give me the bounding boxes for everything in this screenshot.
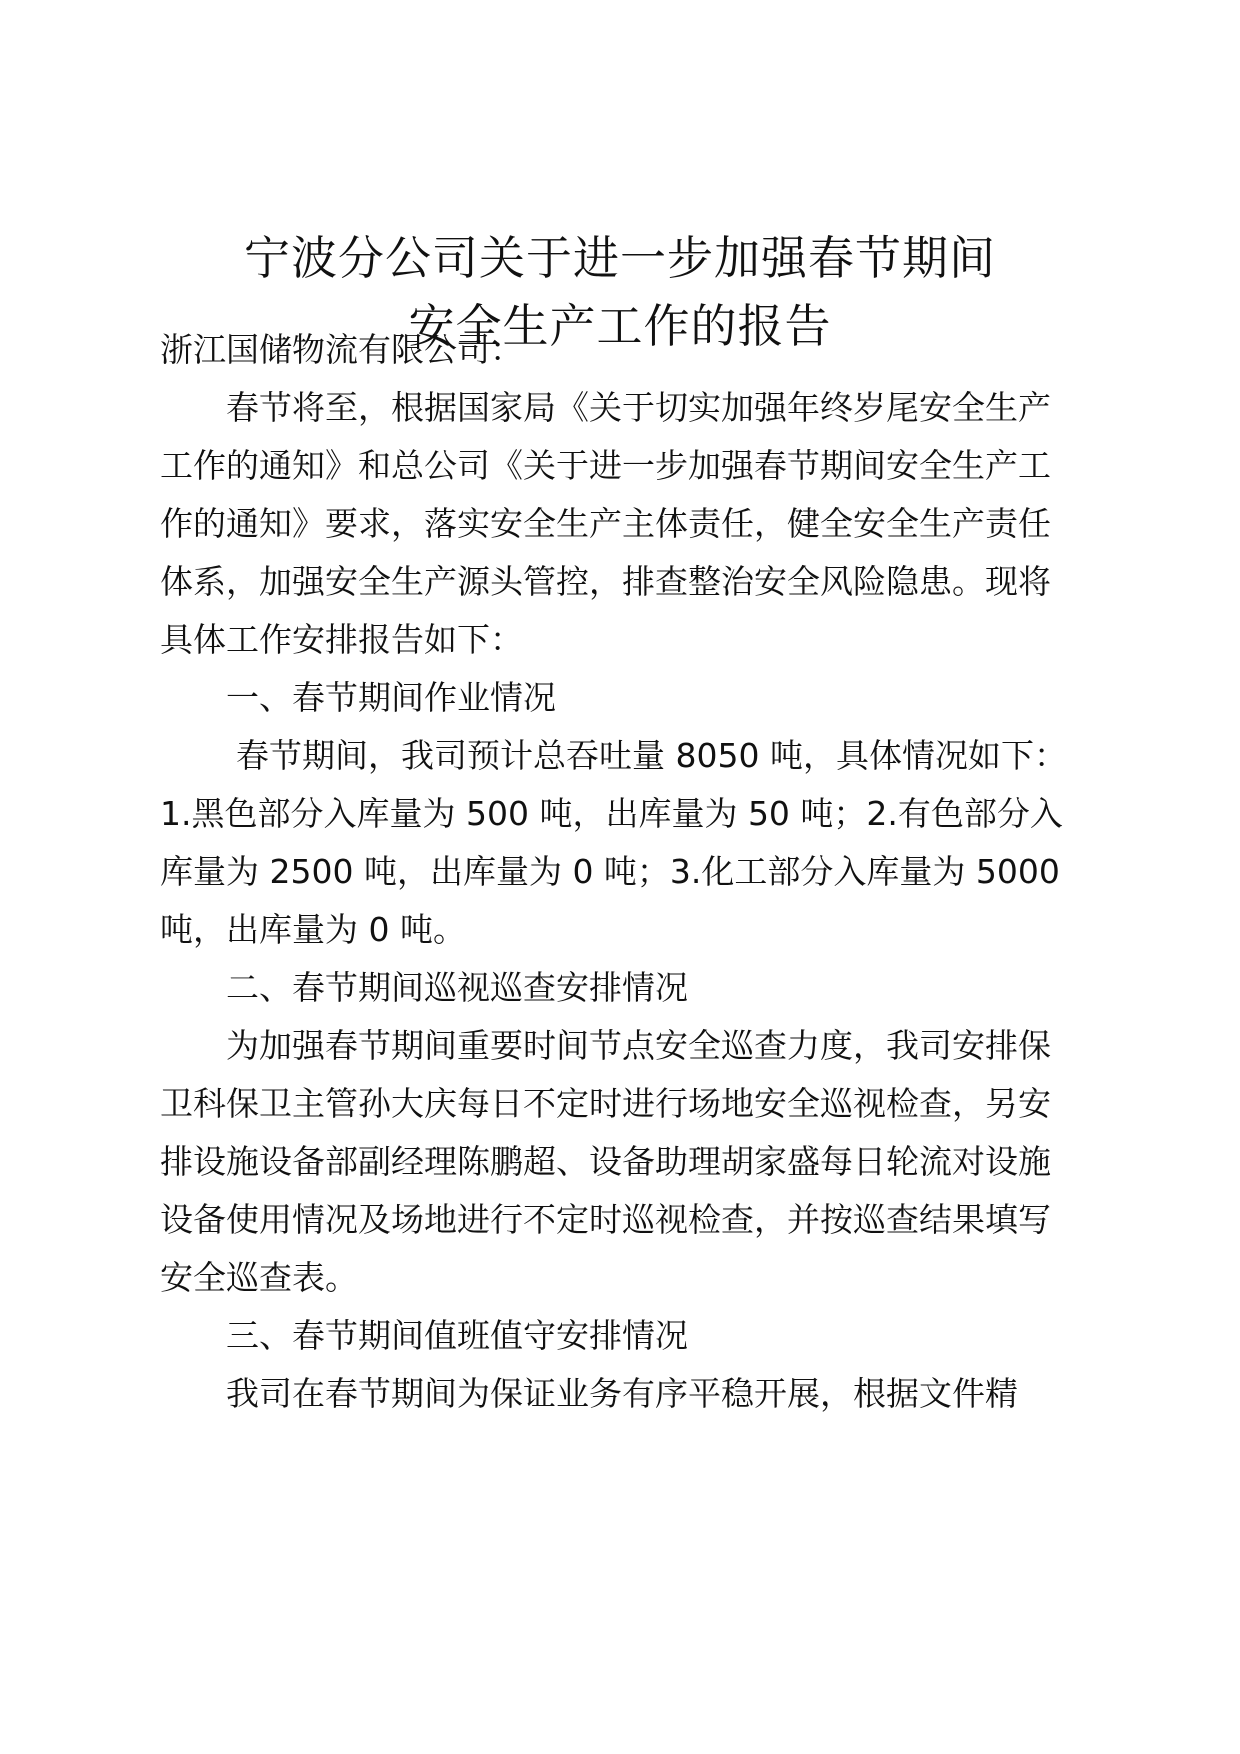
intro-line: 体系，加强安全生产源头管控，排查整治安全风险隐患。现将 <box>160 562 1051 601</box>
intro-line: 作的通知》要求，落实安全生产主体责任，健全安全生产责任 <box>160 504 1051 543</box>
section1-line: 春节期间，我司预计总吞吐量 8050 吨，具体情况如下： <box>236 736 1067 775</box>
intro-line: 工作的通知》和总公司《关于进一步加强春节期间安全生产工 <box>160 446 1051 485</box>
section-heading-2: 二、春节期间巡视巡查安排情况 <box>226 968 688 1007</box>
section2-line: 排设施设备部副经理陈鹏超、设备助理胡家盛每日轮流对设施 <box>160 1142 1051 1181</box>
section2-line: 卫科保卫主管孙大庆每日不定时进行场地安全巡视检查，另安 <box>160 1084 1051 1123</box>
section1-line: 1.黑色部分入库量为 500 吨，出库量为 50 吨；2.有色部分入 <box>160 794 1063 833</box>
section3-line: 我司在春节期间为保证业务有序平稳开展，根据文件精 <box>226 1374 1018 1413</box>
section1-line: 吨，出库量为 0 吨。 <box>160 910 466 949</box>
intro-line: 春节将至，根据国家局《关于切实加强年终岁尾安全生产 <box>226 388 1051 427</box>
document-title-line-2: 安全生产工作的报告 <box>408 299 832 353</box>
intro-line: 具体工作安排报告如下： <box>160 620 523 659</box>
section2-line: 设备使用情况及场地进行不定时巡视检查，并按巡查结果填写 <box>160 1200 1051 1239</box>
document-title-line-1: 宁波分公司关于进一步加强春节期间 <box>244 231 996 285</box>
section2-line: 为加强春节期间重要时间节点安全巡查力度，我司安排保 <box>226 1026 1051 1065</box>
section1-line: 库量为 2500 吨，出库量为 0 吨；3.化工部分入库量为 5000 <box>160 852 1060 891</box>
section-heading-3: 三、春节期间值班值守安排情况 <box>226 1316 688 1355</box>
section-heading-1: 一、春节期间作业情况 <box>226 678 556 717</box>
addressee: 浙江国储物流有限公司： <box>160 330 523 369</box>
section2-line: 安全巡查表。 <box>160 1258 358 1297</box>
